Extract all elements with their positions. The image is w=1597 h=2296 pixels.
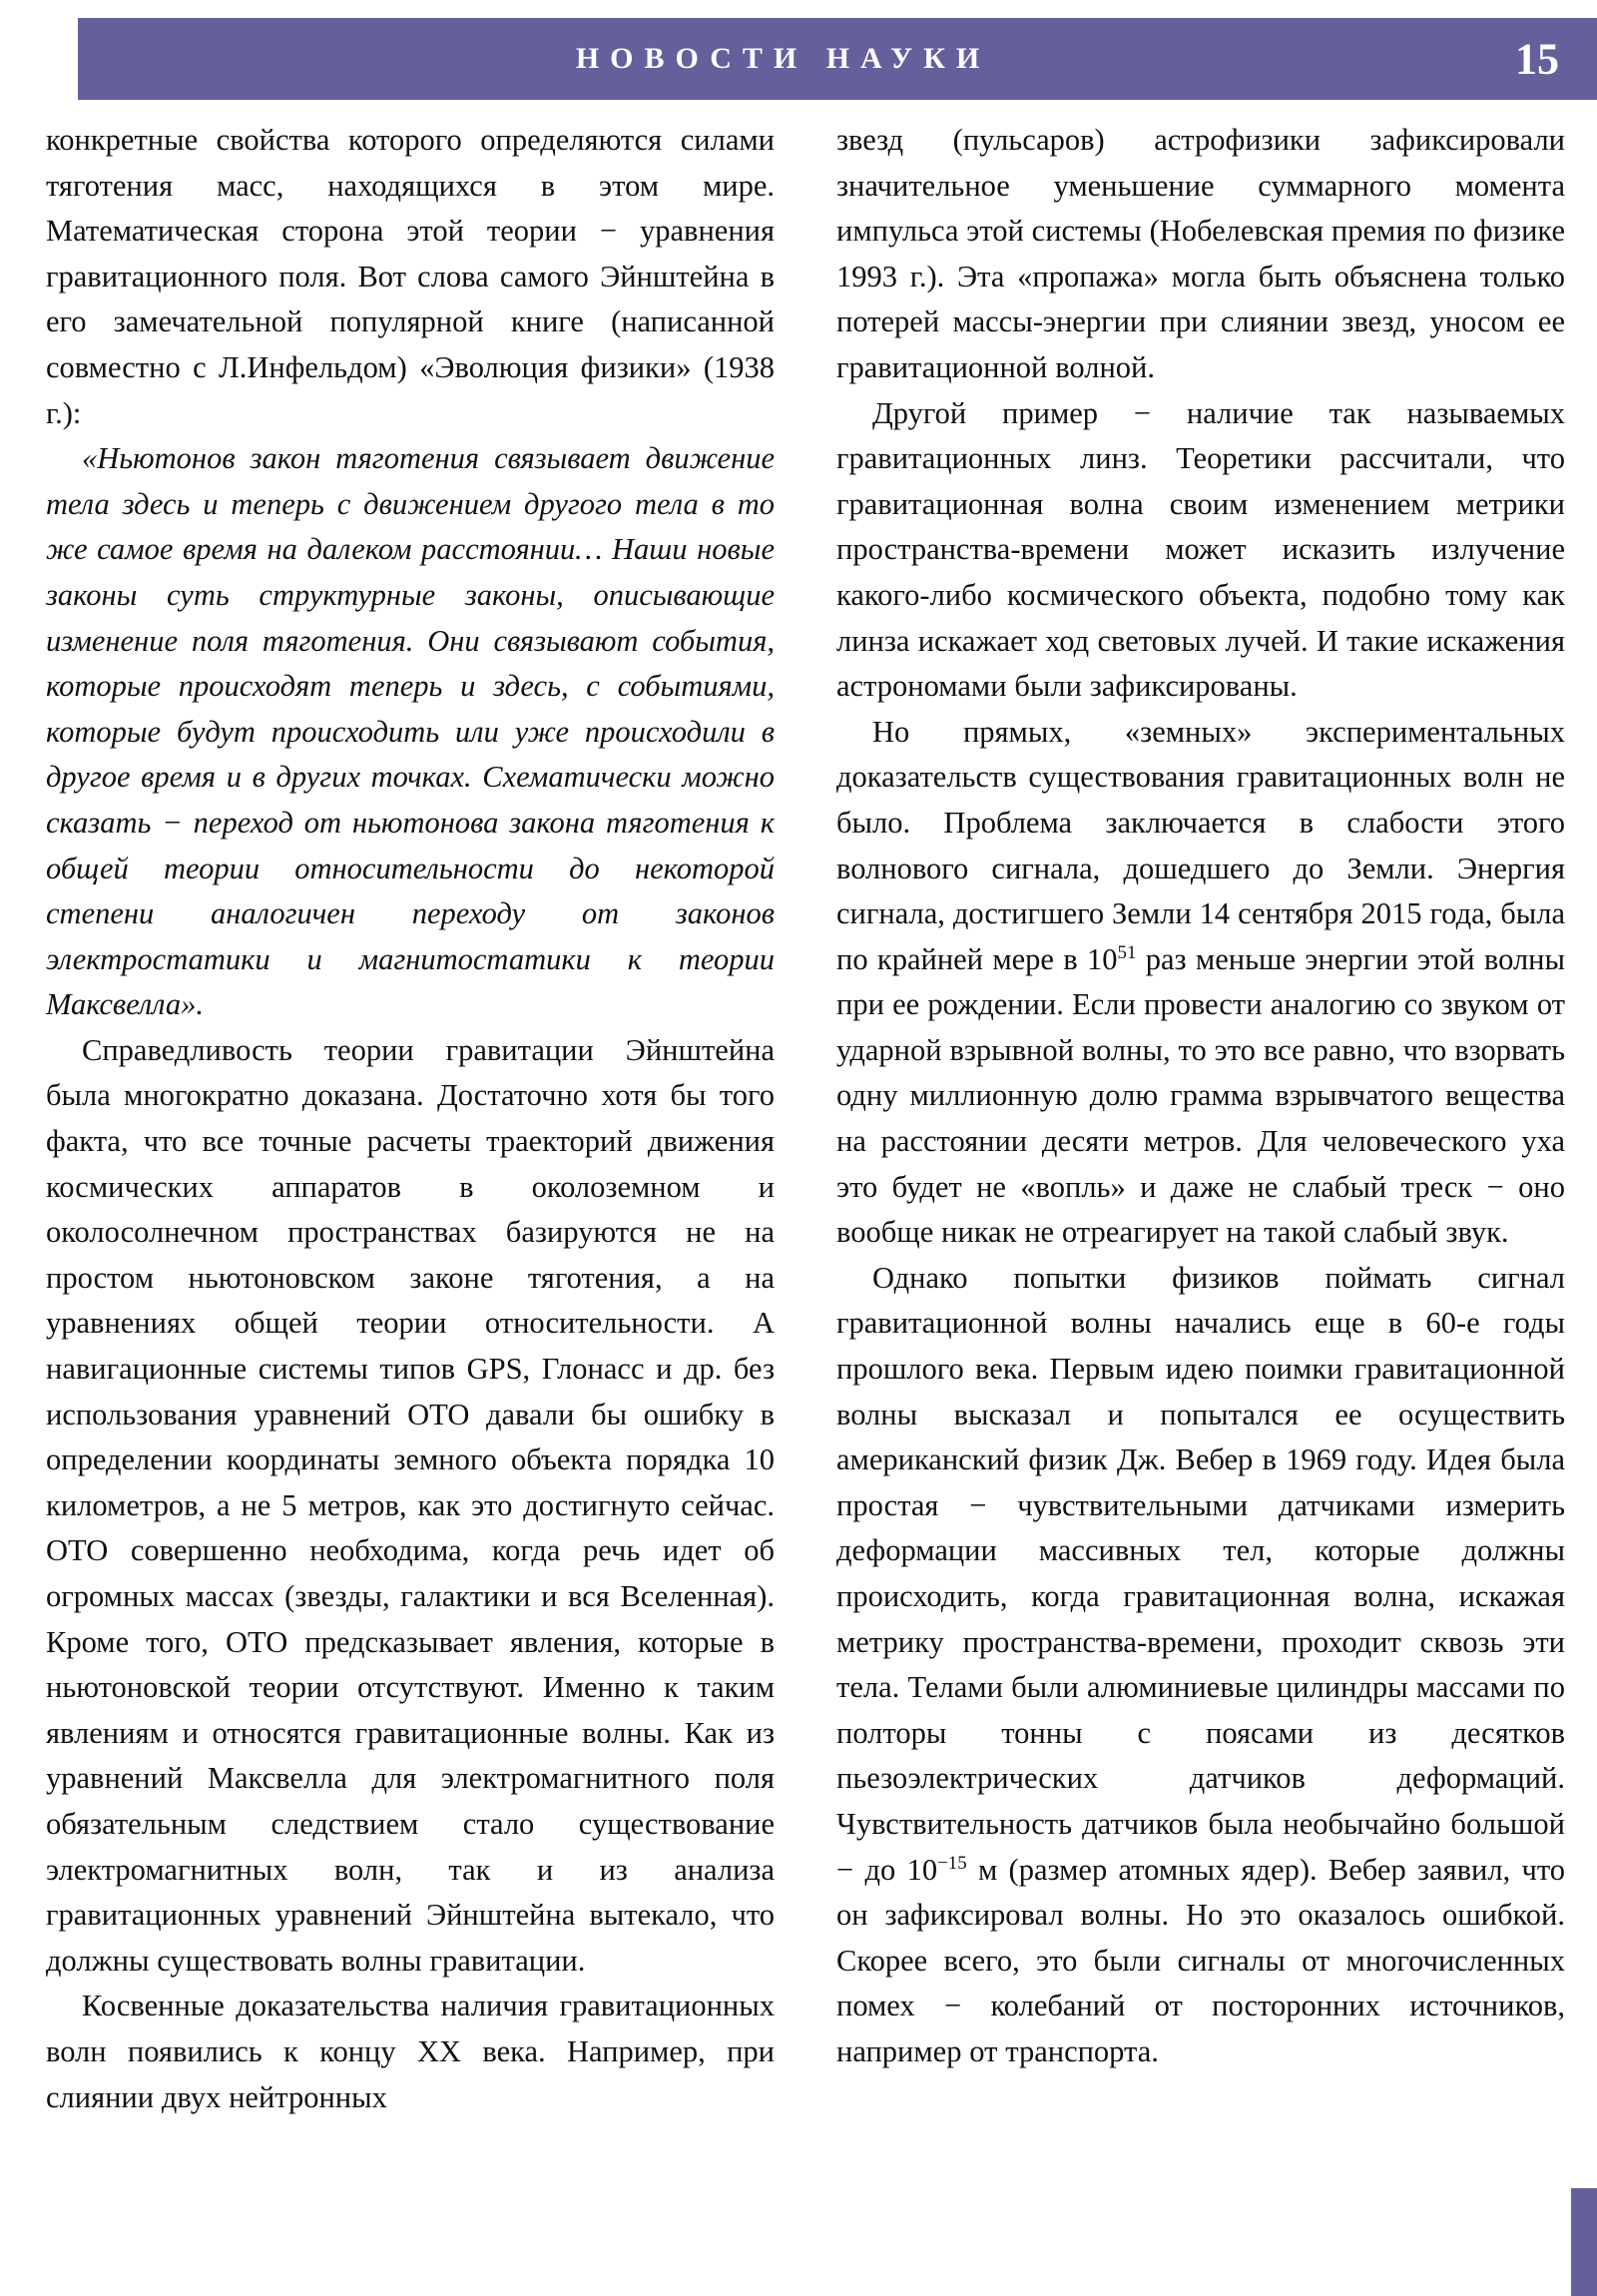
text-after-exponent: раз меньше энергии этой волны при ее рождении. Если провести аналогию со звуком от ударной взрывной волны, то это все равно, что взорвать одну миллионную долю грамма взрывчатого вещества на расстоянии десяти метров. Для человеческого уха это будет не «вопль» и даже не слабый треск − оно вообще никак не отреагирует на такой слабый звук. [836,941,1565,1250]
exponent-value: 51 [1117,941,1137,963]
header-title: НОВОСТИ НАУКИ [575,42,991,75]
paragraph-with-power-notation [836,1256,1565,2075]
page-number: 15 [1515,34,1559,84]
page-header-band [78,18,1597,100]
right-column [836,118,1565,2274]
left-column [46,118,775,2274]
einstein-quote-paragraph: «Ньютонов закон тяготения связывает движение тела здесь и теперь с движением другого тела в то же самое время на далеком расстоянии… Наши новые законы суть структурные законы, описывающие изменение поля тяготения. Они связывают события, которые происходят теперь и здесь, с событиями, которые будут происходить или уже происходили в другое время и в других точках. Схематически можно сказать − переход от ньютонова закона тяготения к общей теории относительности до некоторой степени аналогичен переходу от законов электростатики и магнитостатики к теории Максвелла». [46,441,775,1022]
two-column-body [0,118,1597,2274]
paragraph: Справедливость теории гравитации Эйнштейна была многократно доказана. Достаточно хотя бы того факта, что все точные расчеты траекторий движения космических аппаратов в околоземном и околосолнечном пространствах базируются не на простом ньютоновском законе тяготения, а на уравнениях общей теории относительности. А навигационные системы типов GPS, Глонасс и др. без использования уравнений ОТО давали бы ошибку в определении координаты земного объекта порядка 10 километров, а не 5 метров, как это достигнуто сейчас. ОТО совершенно необходима, когда речь идет об огромных массах (звезды, галактики и вся Вселенная). Кроме того, ОТО предсказывает явления, которые в ньютоновской теории отсутствуют. Именно к таким явлениям и относятся гравитационные волны. Как из уравнений Максвелла для электромагнитного поля обязательным следствием стало существование электромагнитных волн, так и из анализа гравитационных уравнений Эйнштейна вытекало, что должны существовать волны гравитации. [46,1032,775,1978]
paragraph: конкретные свойства которого определяются силами тяготения масс, находящихся в этом мире. Математическая сторона этой теории − уравнения гравитационного поля. Вот слова самого Эйнштейна в его замечательной популярной книге (написанной совместно с Л.Инфельдом) «Эволюция физики» (1938 г.): [46,123,775,430]
paragraph: Косвенные доказательства наличия гравитационных волн появились к концу XX века. Например, при слиянии двух нейтронных [46,1989,775,2114]
paragraph-with-power-notation [836,710,1565,1256]
text-before-exponent: Однако попытки физиков поймать сигнал гравитационной волны начались еще в 60-е годы прошлого века. Первым идею поимки гравитационной волны высказал и попытался ее осуществить американский физик Дж. Вебер в 1969 году. Идея была простая − чувствительными датчиками измерить деформации массивных тел, которые должны происходить, когда гравитационная волна, искажая метрику пространства-времени, проходит сквозь эти тела. Телами были алюминиевые цилиндры массами по полторы тонны с поясами из десятков пьезоэлектрических датчиков деформаций. Чувствительность датчиков была необычайно большой − до 10 [836,1260,1565,1887]
paragraph: Другой пример − наличие так называемых гравитационных линз. Теоретики рассчитали, что гравитационная волна своим изменением метрики пространства-времени может исказить излучение какого-либо космического объекта, подобно тому как линза искажает ход световых лучей. И такие искажения астрономами были зафиксированы. [836,395,1565,704]
exponent-value: −15 [937,1852,967,1874]
paragraph: звезд (пульсаров) астрофизики зафиксировали значительное уменьшение суммарного момента импульса этой системы (Нобелевская премия по физике 1993 г.). Эта «пропажа» могла быть объяснена только потерей массы-энергии при слиянии звезд, уносом ее гравитационной волной. [836,123,1565,384]
corner-accent-bar [1571,2188,1597,2296]
text-before-exponent: Но прямых, «земных» экспериментальных доказательств существования гравитационных волн не было. Проблема заключается в слабости этого волнового сигнала, дошедшего до Земли. Энергия сигнала, достигшего Земли 14 сентября 2015 года, была по крайней мере в 10 [836,714,1565,976]
text-after-exponent: м (размер атомных ядер). Вебер заявил, что он зафиксировал волны. Но это оказалось ошибкой. Скорее всего, это были сигналы от многочисленных помех − колебаний от посторонних источников, например от транспорта. [836,1852,1565,2068]
